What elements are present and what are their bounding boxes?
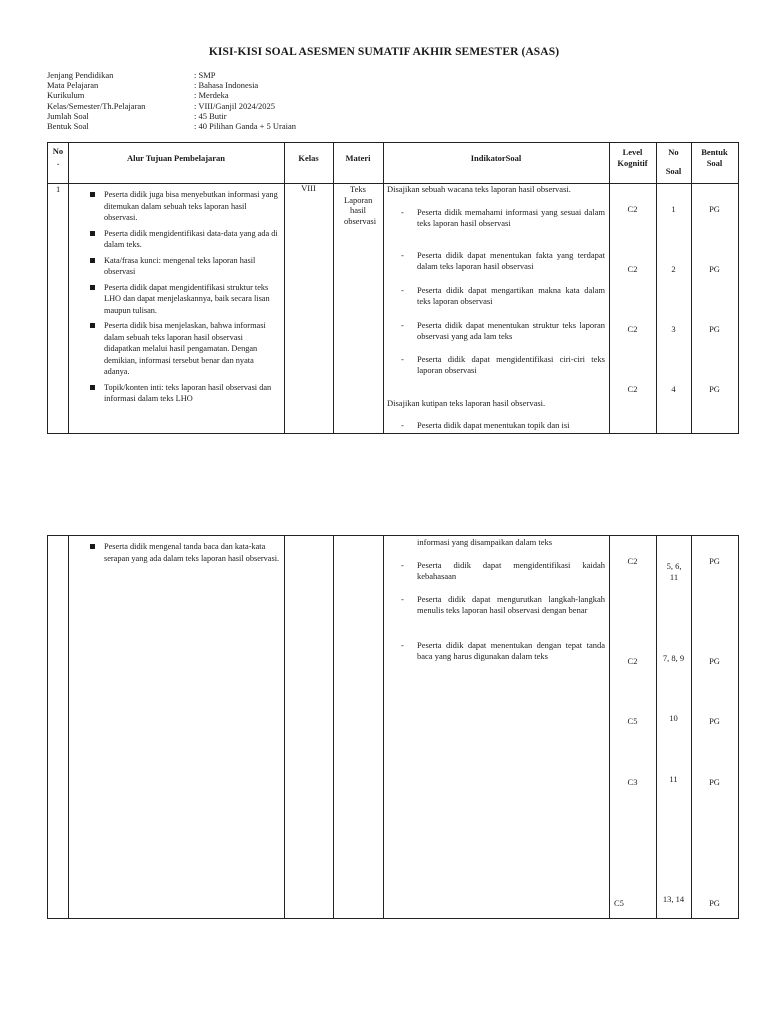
- meta-label: Mata Pelajaran: [47, 80, 99, 91]
- indikator-item: - Peserta didik dapat menentukan struktur teks laporan observasi yang ada lam teks: [417, 320, 605, 341]
- indikator-item: - Peserta didik dapat mengartikan makna kata dalam teks laporan observasi: [417, 285, 605, 306]
- level-value: C2: [627, 264, 638, 274]
- meta-label: Kurikulum: [47, 90, 85, 101]
- meta-value: : 45 Butir: [194, 110, 227, 121]
- indikator-item: - Peserta didik dapat menentukan fakta yang terdapat dalam teks laporan hasil observasi: [417, 250, 605, 271]
- alur-item: Peserta didik mengidentifikasi data-data yang ada di dalam teks.: [88, 228, 280, 251]
- level-value: C3: [627, 777, 638, 787]
- level-value: C5: [627, 716, 638, 726]
- header-no-soal-line: No: [668, 147, 679, 157]
- indikator-continued: informasi yang disampaikan dalam teks: [417, 537, 553, 547]
- level-value: C2: [627, 204, 638, 214]
- meta-value: : Bahasa Indonesia: [194, 80, 259, 91]
- alur-item: Kata/frasa kunci: mengenal teks laporan hasil observasi: [88, 255, 280, 278]
- no-soal-value: 5, 6, 11: [666, 561, 682, 582]
- bentuk-value: PG: [709, 384, 720, 394]
- header-materi: Materi: [345, 153, 371, 163]
- column-divider: [691, 536, 692, 918]
- indikator-intro: Disajikan sebuah wacana teks laporan hasil observasi.: [387, 184, 571, 194]
- header-bentuk-line: Bentuk: [701, 147, 728, 157]
- meta-label: Jenjang Pendidikan: [47, 70, 114, 80]
- no-soal-value: 10: [669, 713, 678, 723]
- header-no-line: No: [52, 146, 64, 156]
- level-value: C2: [627, 656, 638, 666]
- bentuk-value: PG: [709, 264, 720, 274]
- header-level-line: Kognitif: [617, 158, 648, 168]
- alur-item: Peserta didik dapat mengidentifikasi struktur teks LHO dan dapat menjelaskannya, baik secara lisan maupun tulisan.: [88, 282, 280, 317]
- header-level: [609, 147, 656, 169]
- kelas-value: VIII: [301, 183, 316, 193]
- alur-item: Peserta didik mengenal tanda baca dan kata-kata serapan yang ada dalam teks laporan hasil observasi.: [88, 541, 284, 564]
- indikator-item: - Peserta didik dapat menentukan topik dan isi: [417, 420, 605, 431]
- no-soal-value: 4: [671, 384, 676, 394]
- alur-list: [88, 189, 280, 409]
- bentuk-value: PG: [709, 777, 720, 787]
- row-number: 1: [56, 184, 61, 194]
- page-title: KISI-KISI SOAL ASESMEN SUMATIF AKHIR SEMESTER (ASAS): [208, 46, 560, 58]
- level-value: C2: [627, 384, 638, 394]
- column-divider: [284, 536, 285, 918]
- header-no-soal-line: Soal: [665, 166, 682, 176]
- header-no: [48, 146, 68, 168]
- column-divider: [68, 143, 69, 433]
- meta-label: Bentuk Soal: [47, 120, 89, 131]
- indikator-item: - Peserta didik memahami informasi yang sesuai dalam teks laporan hasil observasi: [417, 207, 605, 228]
- bentuk-value: PG: [709, 556, 720, 566]
- indikator-item: - Peserta didik dapat menentukan dengan tepat tanda baca yang harus digunakan dalam teks: [417, 640, 605, 661]
- column-divider: [383, 143, 384, 433]
- bentuk-value: PG: [709, 324, 720, 334]
- level-value: C5: [614, 898, 624, 908]
- no-soal-value: 11: [669, 774, 678, 784]
- column-divider: [656, 536, 657, 918]
- indikator-intro: Disajikan kutipan teks laporan hasil observasi.: [387, 398, 546, 408]
- bentuk-value: PG: [709, 204, 720, 214]
- no-soal-value: 7, 8, 9: [662, 653, 685, 663]
- no-soal-value: 1: [671, 204, 676, 214]
- kisi-kisi-table-page-2: [47, 535, 739, 919]
- column-divider: [383, 536, 384, 918]
- meta-label: Jumlah Soal: [47, 110, 89, 121]
- column-divider: [333, 536, 334, 918]
- alur-item: Topik/konten inti: teks laporan hasil observasi dan informasi dalam teks LHO: [88, 382, 280, 405]
- indikator-item: - Peserta didik dapat mengurutkan langkah-langkah menulis teks laporan hasil observasi dengan benar: [417, 594, 605, 615]
- materi-value: Teks Laporan hasil observasi: [344, 184, 377, 226]
- kisi-kisi-table-page-1: [47, 142, 739, 434]
- header-kelas: Kelas: [298, 153, 319, 163]
- no-soal-value: 2: [671, 264, 676, 274]
- header-indikator: IndikatorSoal: [470, 153, 522, 163]
- bentuk-value: PG: [709, 716, 720, 726]
- no-soal-value: 3: [671, 324, 676, 334]
- bentuk-value: PG: [709, 898, 720, 908]
- meta-value: : Merdeka: [194, 90, 229, 101]
- no-soal-value: 13, 14: [662, 894, 685, 904]
- alur-list: [88, 541, 284, 568]
- column-divider: [68, 536, 69, 918]
- level-value: C2: [627, 556, 638, 566]
- header-no-line: .: [56, 157, 60, 167]
- indikator-item: - Peserta didik dapat mengidentifikasi ciri-ciri teks laporan observasi: [417, 354, 605, 375]
- bentuk-value: PG: [709, 656, 720, 666]
- header-alur: Alur Tujuan Pembelajaran: [126, 153, 226, 163]
- header-level-line: Level: [622, 147, 643, 157]
- alur-item: Peserta didik juga bisa menyebutkan informasi yang ditemukan dalam sebuah teks laporan hasil observasi.: [88, 189, 280, 224]
- header-no-soal: [656, 143, 691, 181]
- column-divider: [333, 143, 334, 433]
- meta-value: : SMP: [194, 70, 216, 80]
- header-bentuk-line: Soal: [706, 158, 723, 168]
- meta-value: : VIII/Ganjil 2024/2025: [194, 100, 276, 111]
- alur-item: Peserta didik bisa menjelaskan, bahwa informasi dalam sebuah teks laporan hasil observasi didapatkan melalui hasil pengamatan. Dengan demikian, informasi tersebut benar dan nyata adanya.: [88, 320, 280, 378]
- column-divider: [609, 536, 610, 918]
- header-bentuk: [691, 147, 738, 169]
- meta-label: Kelas/Semester/Th.Pelajaran: [47, 100, 146, 111]
- level-value: C2: [627, 324, 638, 334]
- meta-value: : 40 Pilihan Ganda + 5 Uraian: [194, 120, 297, 131]
- indikator-item: - Peserta didik dapat mengidentifikasi kaidah kebahasaan: [417, 560, 605, 581]
